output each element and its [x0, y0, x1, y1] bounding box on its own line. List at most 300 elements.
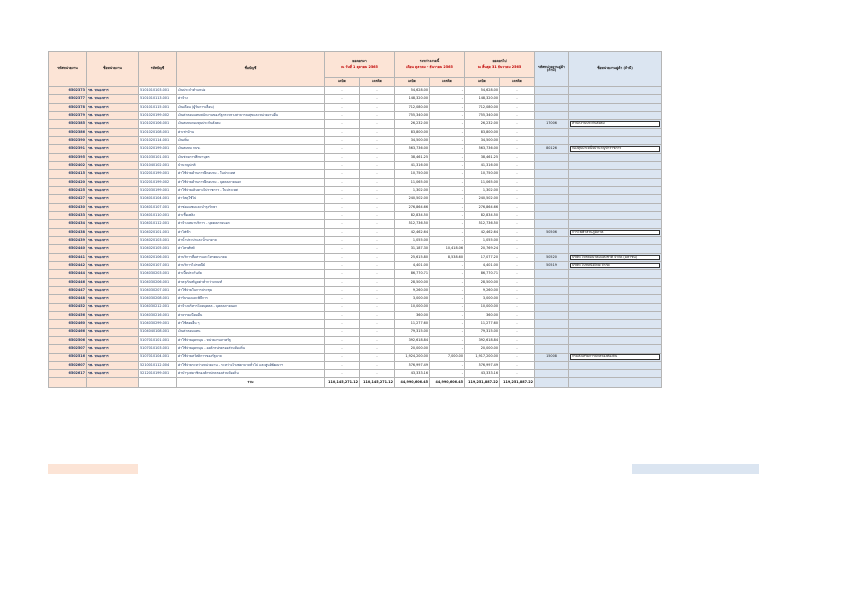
cell-partner-code: 50520: [535, 253, 569, 261]
cell-dept-code: 6502456: [49, 311, 87, 319]
totals-blank-5: [569, 378, 662, 388]
cell-dept-code: 6502438: [49, 228, 87, 236]
cell-partner-name: [569, 178, 662, 186]
cell-opening-debit: -: [325, 286, 360, 294]
cell-partner-name: [569, 320, 662, 328]
cell-closing-credit: -: [500, 320, 535, 328]
header-closing: [465, 52, 535, 78]
cell-opening-credit: -: [360, 111, 395, 119]
cell-account-code: 5104030208.001: [139, 295, 177, 303]
cell-period-debit: 43,333.16: [395, 370, 430, 378]
cell-partner-name: [569, 87, 662, 95]
cell-account-code: 5104010112.001: [139, 220, 177, 228]
table-row: [49, 286, 662, 294]
cell-period-credit: -: [430, 311, 465, 319]
cell-dept-code: 6502434: [49, 220, 87, 228]
table-row: [49, 195, 662, 203]
cell-account-code: 5104010110.001: [139, 211, 177, 219]
header-closing-title: ยอดยกไป: [492, 58, 507, 63]
totals-blank-3: [139, 378, 177, 388]
header-closing-date: ณ สิ้นสุด 31 ธันวาคม 2565: [477, 65, 522, 69]
cell-period-credit: -: [430, 286, 465, 294]
cell-dept-name: รพ. หนองหาร: [87, 236, 139, 244]
cell-partner-code: [535, 136, 569, 144]
cell-opening-debit: -: [325, 186, 360, 194]
cell-opening-credit: -: [360, 161, 395, 169]
cell-closing-credit: -: [500, 87, 535, 95]
cell-dept-code: 6502452: [49, 303, 87, 311]
totals-blank-2: [87, 378, 139, 388]
cell-dept-code: 6502391: [49, 145, 87, 153]
cell-period-credit: -: [430, 295, 465, 303]
cell-account-name: ค่าบริการไปรษณีย์: [177, 261, 325, 269]
cell-opening-debit: -: [325, 170, 360, 178]
cell-partner-name: [569, 311, 662, 319]
cell-dept-code: 6502466: [49, 328, 87, 336]
cell-partner-code: [535, 170, 569, 178]
cell-partner-code: [535, 303, 569, 311]
table-row: [49, 320, 662, 328]
cell-closing-debit: 43,333.16: [465, 370, 500, 378]
cell-account-code: 5101030101.001: [139, 153, 177, 161]
cell-opening-debit: -: [325, 320, 360, 328]
cell-partner-name: [569, 170, 662, 178]
cell-closing-debit: 20,769.24: [465, 245, 500, 253]
cell-period-debit: 41,316.00: [395, 161, 430, 169]
cell-dept-code: 6502402: [49, 161, 87, 169]
cell-partner-name: [569, 336, 662, 344]
cell-partner-name: [569, 278, 662, 286]
cell-dept-name: รพ. หนองหาร: [87, 111, 139, 119]
cell-closing-credit: -: [500, 170, 535, 178]
cell-opening-debit: -: [325, 211, 360, 219]
cell-dept-name: รพ. หนองหาร: [87, 170, 139, 178]
cell-opening-credit: -: [360, 195, 395, 203]
cell-account-name: ค่าจ้างเหมาบริการ - บุคคลภายนอก: [177, 220, 325, 228]
cell-period-debit: 3,000.00: [395, 295, 430, 303]
cell-closing-credit: -: [500, 153, 535, 161]
cell-opening-credit: -: [360, 336, 395, 344]
cell-account-name: เงินประจำตำแหน่ง: [177, 87, 325, 95]
partner-name-box: กองทุนบำเหน็จบำนาญข้าราชการ: [570, 146, 660, 151]
cell-dept-name: รพ. หนองหาร: [87, 336, 139, 344]
cell-account-code: 5212010199.001: [139, 370, 177, 378]
footer-blue-band: [632, 464, 759, 474]
cell-dept-name: รพ. หนองหาร: [87, 211, 139, 219]
cell-dept-code: 6502516: [49, 353, 87, 361]
table-row: [49, 295, 662, 303]
cell-dept-name: รพ. หนองหาร: [87, 361, 139, 369]
cell-opening-debit: -: [325, 311, 360, 319]
cell-partner-name: [569, 220, 662, 228]
cell-dept-code: 6502441: [49, 253, 87, 261]
cell-partner-code: [535, 195, 569, 203]
cell-closing-credit: -: [500, 145, 535, 153]
cell-opening-debit: -: [325, 136, 360, 144]
cell-period-debit: 10,750.00: [395, 170, 430, 178]
cell-opening-debit: -: [325, 253, 360, 261]
cell-dept-code: 6502460: [49, 320, 87, 328]
cell-opening-debit: -: [325, 353, 360, 361]
cell-partner-name: [569, 145, 662, 153]
cell-opening-credit: -: [360, 320, 395, 328]
cell-opening-debit: -: [325, 303, 360, 311]
table-row: [49, 128, 662, 136]
table-row: [49, 361, 662, 369]
cell-account-name: เงินเพิ่ม: [177, 136, 325, 144]
cell-period-credit: -: [430, 87, 465, 95]
cell-closing-debit: 512,736.50: [465, 220, 500, 228]
cell-account-code: 5102010199.001: [139, 170, 177, 178]
cell-dept-name: รพ. หนองหาร: [87, 203, 139, 211]
header-period-date: เดือน ตุลาคม - ธันวาคม 2565: [406, 65, 453, 69]
cell-opening-debit: -: [325, 361, 360, 369]
cell-dept-name: รพ. หนองหาร: [87, 303, 139, 311]
cell-opening-debit: -: [325, 270, 360, 278]
cell-account-name: ค่าใช้จ่ายสวัสดิการของรัฐบาล: [177, 353, 325, 361]
cell-closing-credit: -: [500, 103, 535, 111]
cell-account-code: 5107010101.001: [139, 336, 177, 344]
cell-period-credit: -: [430, 320, 465, 328]
cell-account-name: ค่าโทรศัพท์: [177, 245, 325, 253]
cell-partner-code: 17006: [535, 120, 569, 128]
table-row: [49, 161, 662, 169]
cell-partner-name: [569, 186, 662, 194]
cell-period-debit: 1,924,200.00: [395, 353, 430, 361]
table-row: [49, 303, 662, 311]
cell-closing-credit: -: [500, 120, 535, 128]
cell-closing-credit: -: [500, 328, 535, 336]
cell-opening-debit: -: [325, 178, 360, 186]
cell-closing-credit: -: [500, 95, 535, 103]
cell-closing-debit: 20,000.00: [465, 345, 500, 353]
cell-period-credit: -: [430, 211, 465, 219]
footer-peach-band: [48, 464, 138, 474]
table-row: [49, 186, 662, 194]
cell-opening-credit: -: [360, 328, 395, 336]
cell-opening-credit: -: [360, 286, 395, 294]
header-opening-date: ณ วันที่ 1 ตุลาคม 2565: [341, 65, 378, 69]
cell-opening-debit: -: [325, 195, 360, 203]
cell-partner-code: [535, 111, 569, 119]
cell-closing-debit: 82,834.50: [465, 211, 500, 219]
cell-partner-name: [569, 253, 662, 261]
cell-period-credit: -: [430, 270, 465, 278]
header-account-name: ชื่อบัญชี: [177, 52, 325, 87]
cell-dept-name: รพ. หนองหาร: [87, 328, 139, 336]
table-row: [49, 245, 662, 253]
cell-dept-name: รพ. หนองหาร: [87, 178, 139, 186]
cell-partner-code: [535, 270, 569, 278]
cell-closing-debit: 26,232.00: [465, 120, 500, 128]
cell-period-debit: 148,320.00: [395, 95, 430, 103]
cell-account-name: ค่าเช่าบ้าน: [177, 128, 325, 136]
cell-closing-credit: -: [500, 203, 535, 211]
cell-closing-credit: -: [500, 370, 535, 378]
cell-partner-name: [569, 328, 662, 336]
cell-partner-code: [535, 220, 569, 228]
cell-opening-debit: -: [325, 103, 360, 111]
cell-period-credit: -: [430, 303, 465, 311]
cell-opening-credit: -: [360, 270, 395, 278]
cell-closing-debit: 755,340.00: [465, 111, 500, 119]
cell-closing-credit: -: [500, 278, 535, 286]
cell-period-debit: 755,340.00: [395, 111, 430, 119]
cell-account-code: 5104030206.001: [139, 278, 177, 286]
table-row: [49, 87, 662, 95]
cell-dept-code: 6502386: [49, 128, 87, 136]
table-row: [49, 311, 662, 319]
cell-opening-debit: -: [325, 111, 360, 119]
cell-closing-debit: 1,302.00: [465, 186, 500, 194]
header-opening-credit: เครดิต: [360, 78, 395, 87]
cell-dept-name: รพ. หนองหาร: [87, 195, 139, 203]
cell-period-debit: 512,736.50: [395, 220, 430, 228]
cell-closing-debit: 79,315.00: [465, 328, 500, 336]
cell-period-credit: -: [430, 153, 465, 161]
cell-dept-name: รพ. หนองหาร: [87, 286, 139, 294]
cell-dept-code: 6502440: [49, 245, 87, 253]
cell-opening-debit: -: [325, 87, 360, 95]
cell-closing-debit: 9,260.00: [465, 286, 500, 294]
cell-account-name: ค่าเชื้อเพลิง: [177, 211, 325, 219]
cell-account-name: เงินสมทบกองทุนประกันสังคม: [177, 120, 325, 128]
cell-dept-code: 6502373: [49, 87, 87, 95]
cell-closing-debit: 10,750.00: [465, 170, 500, 178]
cell-account-name: ค่าใช้สอยอื่น ๆ: [177, 320, 325, 328]
cell-closing-debit: 86,770.71: [465, 270, 500, 278]
cell-period-debit: 1,055.00: [395, 236, 430, 244]
cell-account-code: 5102030199.001: [139, 186, 177, 194]
cell-period-credit: -: [430, 370, 465, 378]
cell-opening-debit: -: [325, 153, 360, 161]
header-account-code: รหัสบัญชี: [139, 52, 177, 87]
cell-partner-code: [535, 95, 569, 103]
cell-opening-debit: -: [325, 295, 360, 303]
cell-period-debit: 54,628.00: [395, 87, 430, 95]
cell-partner-code: [535, 311, 569, 319]
header-dept-code: รหัสหน่วยงาน: [49, 52, 87, 87]
cell-closing-debit: 1,055.00: [465, 236, 500, 244]
cell-period-credit: -: [430, 195, 465, 203]
table-row: [49, 236, 662, 244]
cell-dept-code: 6502446: [49, 278, 87, 286]
cell-partner-name: [569, 136, 662, 144]
cell-partner-code: 50519: [535, 261, 569, 269]
cell-account-code: 5104020106.001: [139, 253, 177, 261]
partner-name-box: การไฟฟ้าส่วนภูมิภาค: [570, 230, 660, 235]
table-row: [49, 120, 662, 128]
cell-closing-debit: 240,502.00: [465, 195, 500, 203]
cell-partner-code: [535, 178, 569, 186]
cell-dept-code: 6502439: [49, 236, 87, 244]
cell-closing-debit: 54,628.00: [465, 87, 500, 95]
cell-period-credit: -: [430, 145, 465, 153]
cell-partner-name: [569, 295, 662, 303]
table-row: [49, 211, 662, 219]
cell-period-debit: 563,736.00: [395, 145, 430, 153]
cell-dept-code: 6502425: [49, 186, 87, 194]
cell-closing-credit: -: [500, 211, 535, 219]
cell-closing-credit: -: [500, 186, 535, 194]
cell-partner-code: 50506: [535, 228, 569, 236]
cell-opening-credit: -: [360, 120, 395, 128]
cell-account-name: ค่าน้ำประปาและน้ำบาดาล: [177, 236, 325, 244]
partner-name-box: กรมส่งเสริมการปกครองท้องถิ่น: [570, 354, 660, 359]
cell-period-debit: 34,500.00: [395, 136, 430, 144]
cell-partner-name: [569, 245, 662, 253]
cell-partner-name: [569, 195, 662, 203]
cell-dept-code: 6502447: [49, 286, 87, 294]
cell-dept-code: 6502420: [49, 178, 87, 186]
cell-closing-credit: -: [500, 336, 535, 344]
total-closing-credit: 119,251,887.22: [500, 378, 535, 388]
cell-dept-name: รพ. หนองหาร: [87, 161, 139, 169]
cell-dept-name: รพ. หนองหาร: [87, 353, 139, 361]
cell-partner-name: [569, 270, 662, 278]
cell-closing-debit: 576,997.49: [465, 361, 500, 369]
cell-account-name: ค่าใช้จ่ายด้านการฝึกอบรม - บุคคลภายนอก: [177, 178, 325, 186]
cell-partner-name: [569, 303, 662, 311]
cell-opening-credit: -: [360, 203, 395, 211]
cell-period-debit: 240,502.00: [395, 195, 430, 203]
cell-closing-credit: -: [500, 111, 535, 119]
table-row: [49, 261, 662, 269]
cell-dept-name: รพ. หนองหาร: [87, 320, 139, 328]
cell-dept-name: รพ. หนองหาร: [87, 370, 139, 378]
cell-dept-name: รพ. หนองหาร: [87, 128, 139, 136]
cell-period-debit: 26,232.00: [395, 120, 430, 128]
cell-closing-credit: -: [500, 270, 535, 278]
cell-account-name: ค่าใช้จ่ายอุดหนุน - องค์กรปกครองส่วนท้องถิ่น: [177, 345, 325, 353]
totals-label: รวม: [177, 378, 325, 388]
cell-account-name: เงินเดือน (ผู้รับการเลื่อน): [177, 103, 325, 111]
cell-account-name: ค่าไฟฟ้า: [177, 228, 325, 236]
total-period-debit: 44,990,606.45: [395, 378, 430, 388]
table-row: [49, 336, 662, 344]
ledger-rows: [49, 87, 662, 378]
cell-dept-name: รพ. หนองหาร: [87, 153, 139, 161]
table-row: [49, 328, 662, 336]
header-partner-code: รหัสหน่วยงานคู่ค้า (ถ้ามี): [535, 52, 569, 87]
cell-opening-credit: -: [360, 253, 395, 261]
cell-dept-name: รพ. หนองหาร: [87, 261, 139, 269]
table-row: [49, 253, 662, 261]
cell-account-code: 5104020105.001: [139, 245, 177, 253]
cell-account-name: เงินสมทบ กบข.: [177, 145, 325, 153]
cell-account-code: 5210010112.004: [139, 361, 177, 369]
cell-closing-credit: -: [500, 220, 535, 228]
cell-account-name: ค่าธรรมเนียมอื่น: [177, 311, 325, 319]
cell-period-debit: 11,277.60: [395, 320, 430, 328]
cell-closing-debit: 38,461.25: [465, 153, 500, 161]
header-row: [49, 52, 662, 78]
cell-partner-code: [535, 87, 569, 95]
cell-partner-code: [535, 361, 569, 369]
cell-account-code: 5101020108.001: [139, 128, 177, 136]
cell-period-debit: 38,461.25: [395, 153, 430, 161]
cell-account-name: ค่าใช้จ่ายด้านการฝึกอบรม - ในประเทศ: [177, 170, 325, 178]
cell-closing-debit: 42,462.64: [465, 228, 500, 236]
cell-partner-code: [535, 336, 569, 344]
cell-opening-credit: -: [360, 178, 395, 186]
cell-opening-credit: -: [360, 211, 395, 219]
cell-partner-code: [535, 103, 569, 111]
table-row: [49, 153, 662, 161]
table-row: [49, 95, 662, 103]
cell-closing-credit: -: [500, 161, 535, 169]
cell-closing-debit: 3,000.00: [465, 295, 500, 303]
cell-dept-name: รพ. หนองหาร: [87, 295, 139, 303]
cell-account-name: ค่าบำรุงสมาชิกองค์กรปกครองส่วนท้องถิ่น: [177, 370, 325, 378]
cell-partner-code: [535, 245, 569, 253]
cell-dept-code: 6502385: [49, 120, 87, 128]
cell-partner-name: [569, 103, 662, 111]
cell-dept-name: รพ. หนองหาร: [87, 311, 139, 319]
cell-account-name: ค่าจ้าง: [177, 95, 325, 103]
cell-opening-credit: -: [360, 103, 395, 111]
cell-opening-credit: -: [360, 145, 395, 153]
cell-opening-credit: -: [360, 136, 395, 144]
cell-closing-debit: 392,618.84: [465, 336, 500, 344]
cell-account-code: 5101010113.001: [139, 95, 177, 103]
cell-period-debit: 25,615.80: [395, 253, 430, 261]
header-opening-title: ยอดยกมา: [352, 58, 367, 63]
cell-opening-credit: -: [360, 353, 395, 361]
cell-period-credit: -: [430, 128, 465, 136]
table-row: [49, 228, 662, 236]
cell-account-code: 5107010103.001: [139, 345, 177, 353]
cell-period-credit: -: [430, 278, 465, 286]
cell-partner-name: [569, 161, 662, 169]
cell-opening-debit: -: [325, 220, 360, 228]
cell-dept-code: 6502617: [49, 370, 87, 378]
cell-account-name: เงินค่าตอบแทนพนักงานของรัฐกระทรวงสาธารณสุขและหน่วยงานอื่น: [177, 111, 325, 119]
cell-account-name: ค่าวัสดุใช้ไป: [177, 195, 325, 203]
cell-dept-code: 6502442: [49, 261, 87, 269]
cell-period-debit: 83,800.00: [395, 128, 430, 136]
header-period: [395, 52, 465, 78]
cell-opening-debit: -: [325, 236, 360, 244]
cell-account-code: 5104030299.001: [139, 320, 177, 328]
table-row: [49, 353, 662, 361]
cell-closing-credit: -: [500, 295, 535, 303]
cell-opening-credit: -: [360, 370, 395, 378]
cell-partner-name: [569, 211, 662, 219]
cell-period-credit: -: [430, 345, 465, 353]
cell-closing-credit: -: [500, 245, 535, 253]
cell-closing-credit: -: [500, 253, 535, 261]
cell-opening-credit: -: [360, 186, 395, 194]
table-row: [49, 220, 662, 228]
cell-period-credit: -: [430, 120, 465, 128]
cell-dept-name: รพ. หนองหาร: [87, 278, 139, 286]
cell-period-credit: -: [430, 261, 465, 269]
cell-account-name: ค่าเบี้ยประกันภัย: [177, 270, 325, 278]
cell-period-credit: -: [430, 228, 465, 236]
cell-partner-code: [535, 278, 569, 286]
cell-dept-code: 6502378: [49, 103, 87, 111]
cell-opening-credit: -: [360, 278, 395, 286]
header-period-credit: เครดิต: [430, 78, 465, 87]
header-dept-name: ชื่อหน่วยงาน: [87, 52, 139, 87]
cell-closing-credit: -: [500, 261, 535, 269]
cell-closing-debit: 28,500.00: [465, 278, 500, 286]
cell-opening-credit: -: [360, 311, 395, 319]
cell-account-name: ค่าบริการสื่อสารและโทรคมนาคม: [177, 253, 325, 261]
cell-account-code: 5101020199.001: [139, 145, 177, 153]
header-period-title: ระหว่างงวดนี้: [419, 58, 440, 63]
